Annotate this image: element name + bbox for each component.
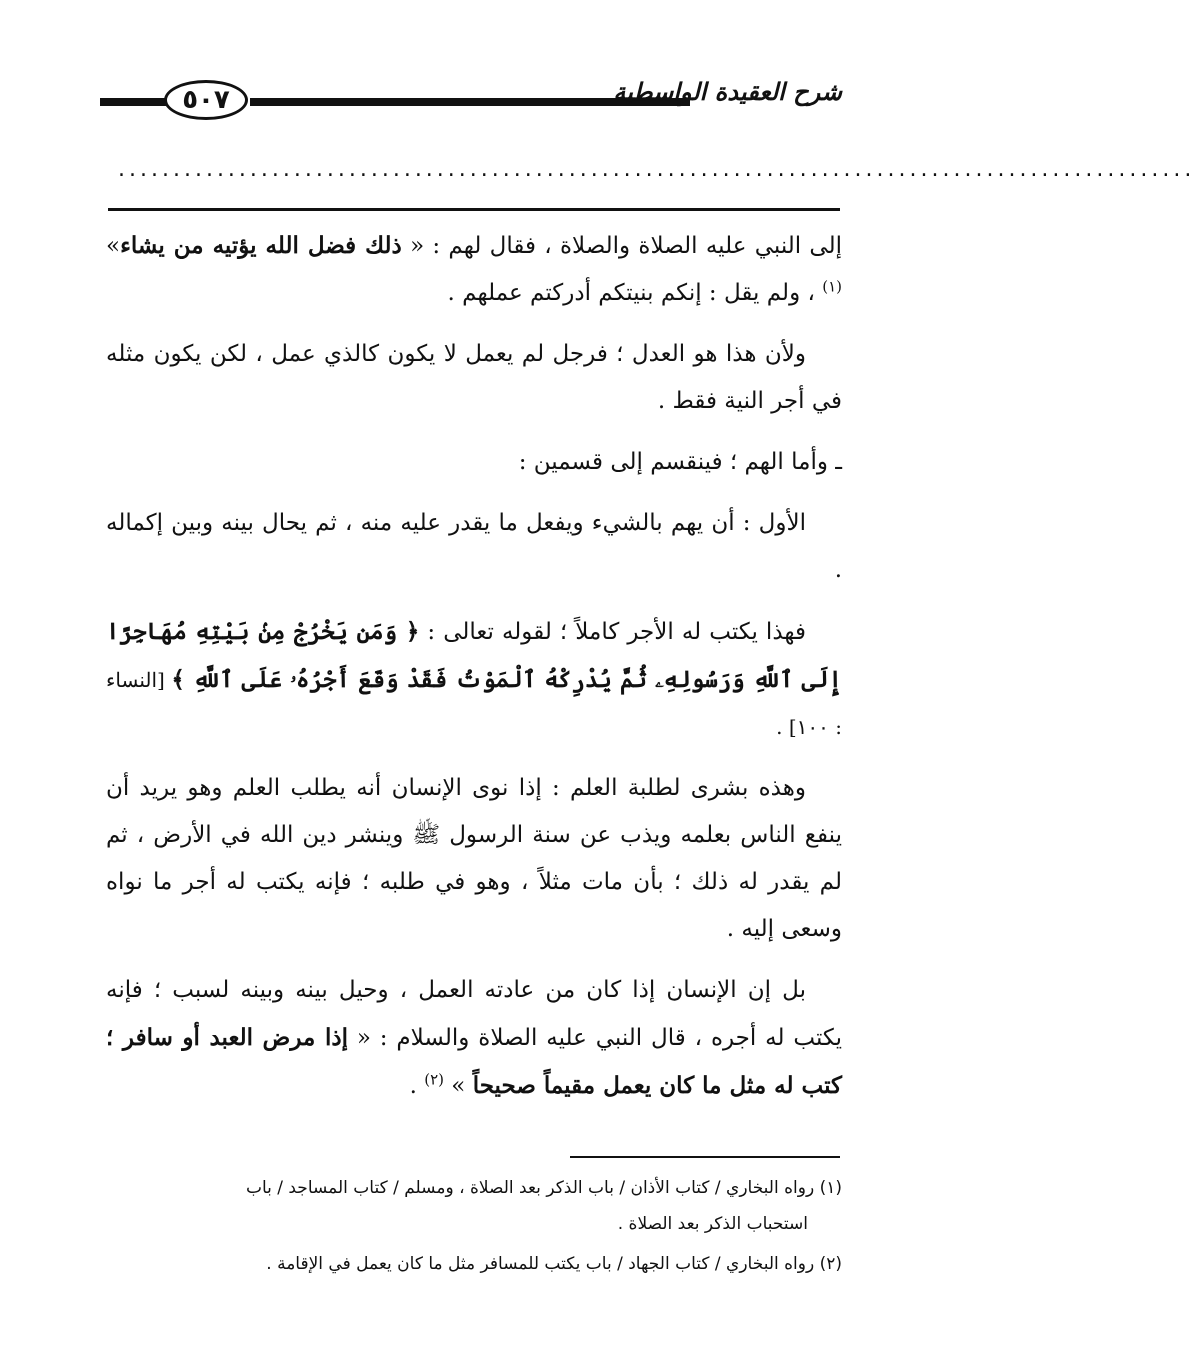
hadith-quote-2: إذا مرض العبد أو سافر ؛ كتب له مثل ما كان يعمل مقيماً صحيحاً	[106, 1024, 842, 1099]
footnote-ref-2: (٢)	[424, 1070, 444, 1089]
p7-text-b: »	[443, 1073, 473, 1099]
footnote-1-line-1: (١) رواه البخاري / كتاب الأذان / باب الذكر بعد الصلاة ، ومسلم / كتاب المساجد / باب	[245, 1178, 842, 1198]
p7-text-c: .	[409, 1073, 425, 1099]
footnote-ref-1: (١)	[822, 277, 842, 296]
footnote-2-line-1: (٢) رواه البخاري / كتاب الجهاد / باب يكتب للمسافر مثل ما كان يعمل في الإقامة .	[266, 1254, 842, 1274]
dotted-separator: ..................................................................................................	[118, 157, 1195, 182]
paragraph-7	[106, 967, 842, 1110]
verse-reference: [النساء : ١٠٠] .	[106, 668, 842, 739]
paragraph-2: ولأن هذا هو العدل ؛ فرجل لم يعمل لا يكون كالذي عمل ، لكن يكون مثله في أجر النية فقط .	[106, 341, 842, 414]
quran-verse: ﴿ وَمَن يَخْرُجْ مِنۢ بَيْتِهِ مُهَاجِرًا إِلَى ٱللَّهِ وَرَسُولِهِۦ ثُمَّ يُدْرِكْهُ ٱلْمَوْتُ فَقَدْ وَقَعَ أَجْرُهُۥ عَلَى ٱللَّهِ ﴾	[106, 618, 842, 693]
p1-text-a: إلى النبي عليه الصلاة والصلاة ، فقال لهم : «	[401, 233, 842, 259]
header-rule-left	[100, 98, 168, 106]
paragraph-3: ـ وأما الهم ؛ فينقسم إلى قسمين :	[518, 449, 842, 475]
page-number-badge	[164, 80, 248, 120]
p5-text-a: فهذا يكتب له الأجر كاملاً ؛ لقوله تعالى :	[419, 619, 806, 645]
footnote-rule	[570, 1156, 840, 1158]
paragraph-5	[106, 608, 842, 751]
p1-text-c: ، ولم يقل : إنكم بنيتكم أدركتم عملهم .	[447, 280, 823, 306]
running-book-title: شرح العقيدة الواسطية	[613, 78, 842, 106]
main-text	[106, 222, 842, 1124]
page-number: ٥٠٧	[182, 85, 230, 115]
paragraph-6: وهذه بشرى لطلبة العلم : إذا نوى الإنسان أنه يطلب العلم وهو يريد أن ينفع الناس بعلمه ويذب عن سنة الرسول ﷺ وينشر دين الله في الأرض ، ثم لم يقدر له ذلك ؛ بأن مات مثلاً ، وهو في طلبه ؛ فإنه يكتب له أجر ما نواه وسعى إليه .	[106, 775, 842, 942]
hadith-quote-1: ذلك فضل الله يؤتيه من يشاء	[120, 232, 402, 259]
footnote-2	[106, 1246, 842, 1282]
footnote-1-line-2: استحباب الذكر بعد الصلاة .	[617, 1214, 808, 1234]
page-header	[100, 78, 842, 128]
text-top-rule	[108, 208, 840, 211]
footnote-1	[106, 1170, 842, 1242]
paragraph-4: الأول : أن يهم بالشيء ويفعل ما يقدر عليه منه ، ثم يحال بينه وبين إكماله .	[106, 510, 842, 583]
p1-text-b: »	[106, 233, 121, 259]
paragraph-1	[106, 222, 842, 317]
footnotes	[106, 1170, 842, 1286]
p7-text-a: بل إن الإنسان إذا كان من عادته العمل ، وحيل بينه وبينه لسبب ؛ فإنه يكتب له أجره ، قال النبي عليه الصلاة والسلام : «	[106, 977, 843, 1051]
